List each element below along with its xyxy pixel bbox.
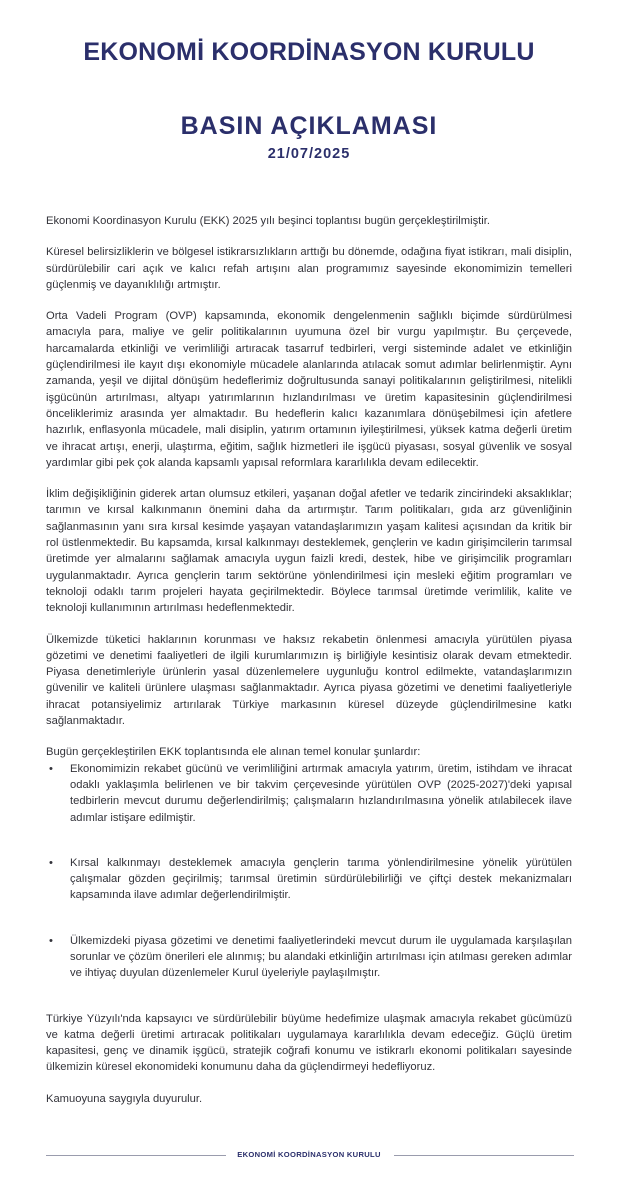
press-release-body [46,213,572,1107]
agenda-item-text: Ekonomimizin rekabet gücünü ve verimliliğini artırmak amacıyla yatırım, üretim, istihdam ve ihracat odaklı yaklaşımla belirlenen ve bir takvim çerçevesinde yürütülen OVP (2025-2027)'deki yapısal tedbirlerin mevcut durumu değerlendirilmiş; çalışmaların hızlandırılmasına yönelik atılabilecek ilave adımlar istişare edilmiştir. [70,762,572,824]
agenda-item [46,761,572,826]
closing-announcement: Kamuoyuna saygıyla duyurulur. [46,1092,203,1105]
agenda-item-text: Kırsal kalkınmayı desteklemek amacıyla gençlerin tarıma yönlendirilmesine yönelik yürütülen çalışmalar gözden geçirilmiş; tarımsal üretimin sürdürülebilirliği ve çiftçi destek mekanizmaları kapsamında ilave adımlar değerlendirilmiştir. [70,856,572,902]
agenda-intro: Bugün gerçekleştirilen EKK toplantısında ele alınan temel konular şunlardır: [46,746,421,759]
paragraph-medium-term-program: Orta Vadeli Program (OVP) kapsamında, ekonomik dengelenmenin sağlıklı biçimde sürdürülmesi amacıyla para, maliye ve gelir politikalarının uyumuna özel bir vurgu yapılmıştır. Bu çerçevede, harcamalarda etkinliği ve verimliliği artıracak tasarruf tedbirleri, vergi sisteminde adalet ve etkinliğin güçlendirilmesi ile kayıt dışı ekonomiyle mücadele alanlarında atılacak somut adımlar belirlenmiştir. Aynı zamanda, yeşil ve dijital dönüşüm hedeflerimiz doğrultusunda sanayi politikalarının geliştirilmesi, nitelikli işgücünün artırılması, altyapı yatırımlarının hızlandırılması ve üretim kapasitesinin güçlendirilmesi önceliklerimiz arasında yer almaktadır. Bu hedeflerin kalıcı kazanımlara dönüşebilmesi için afetlere hazırlık, enflasyonla mücadele, mali disiplin, yatırım ortamının iyileştirilmesi, yüksek katma değerli üretim ve ihracat artışı, enerji, ulaştırma, eğitim, sağlık hizmetleri ile işgücü piyasası, sosyal güvenlik ve sosyal yardımlar gibi pek çok alanda kapsamlı yapısal reformlara kararlılıkla devam edilecektir. [46,310,572,469]
press-release-title: BASIN AÇIKLAMASI [180,112,438,140]
paragraph-global-context: Küresel belirsizliklerin ve bölgesel istikrarsızlıkların arttığı bu dönemde, odağına fiyat istikrarı, mali disiplin, sürdürülebilir cari açık ve kalıcı refah artışını alan programımız sayesinde ekonomimizin temelleri güçlenmiş ve dayanıklılığı artmıştır. [46,246,572,291]
paragraph-market-surveillance: Ülkemizde tüketici haklarının korunması ve haksız rekabetin önlenmesi amacıyla yürütülen piyasa gözetimi ve denetimi faaliyetleri de ilgili kurumlarımızın iş birliğiyle kesintisiz olarak devam etmektedir. Piyasa denetimleriyle ürünlerin yasal düzenlemelere uygunluğu kontrol edilmekte, vatandaşlarımızın güvenilir ve kaliteli ürünlere ulaşması sağlanmaktadır. Ayrıca piyasa gözetimi ve denetimi faaliyetleriyle ihracat potansiyelimiz artırılarak Türkiye markasının küresel düzeyde güçlendirilmesine katkı sağlanmaktadır. [46,633,572,728]
paragraph-closing: Türkiye Yüzyılı'nda kapsayıcı ve sürdürülebilir büyüme hedefimize ulaşmak amacıyla rekabet gücümüzü ve katma değerli üretimi artıracak politikaları uygulamaya kararlılıkla devam edeceğiz. Güçlü üretim kapasitesi, genç ve dinamik işgücü, stratejik coğrafi konumu ve istikrarlı ekonomi politikaları sayesinde ülkemizin küresel ekonomideki konumunu daha da güçlendirmeyi hedefliyoruz. [46,1012,572,1074]
paragraph-intro: Ekonomi Koordinasyon Kurulu (EKK) 2025 yılı beşinci toplantısı bugün gerçekleştirilmiştir. [46,215,490,227]
agenda-item [46,855,572,904]
bullet-icon: • [49,934,53,947]
organization-header: EKONOMİ KOORDİNASYON KURULU [83,38,535,66]
bullet-icon: • [49,856,53,869]
release-date: 21/07/2025 [267,146,351,162]
bullet-icon: • [49,762,53,775]
paragraph-agriculture: İklim değişikliğinin giderek artan olumsuz etkileri, yaşanan doğal afetler ve tedarik zincirindeki aksaklıklar; tarımın ve kırsal kalkınmanın önemini daha da artırmıştır. Tarım politikaları, gıda arz güvenliğinin sağlanmasının yanı sıra kırsal kesimde yaşayan vatandaşlarımızın yaşam kalitesi açısından da kritik bir rol üstlenmektedir. Bu kapsamda, kırsal kalkınmayı desteklemek, gençlerin ve kadın girişimcilerin tarımsal üretimde yer almalarını sağlamak amacıyla uygun faizli kredi, destek, hibe ve girişimcilik programları uygulanmaktadır. Ayrıca gençlerin tarım sektörüne yönlendirilmesi için mesleki eğitim programları ve teknoloji odaklı tarım projeleri hayata geçirilmektedir. Böylece tarımsal üretimde verimlilik, kalite ve teknoloji kullanımının artırılması hedeflenmektedir. [46,488,572,615]
agenda-item [46,933,572,982]
agenda-item-text: Ülkemizdeki piyasa gözetimi ve denetimi faaliyetlerindeki mevcut durum ile uygulamada karşılaşılan sorunlar ve çözüm önerileri ele alınmış; bu alandaki etkinliğin artırılması için atılması gereken adımlar ve ihtiyaç duyulan düzenlemeler Kurul üyeleriyle paylaşılmıştır. [70,934,572,980]
footer-organization: EKONOMİ KOORDİNASYON KURULU [237,1150,381,1159]
